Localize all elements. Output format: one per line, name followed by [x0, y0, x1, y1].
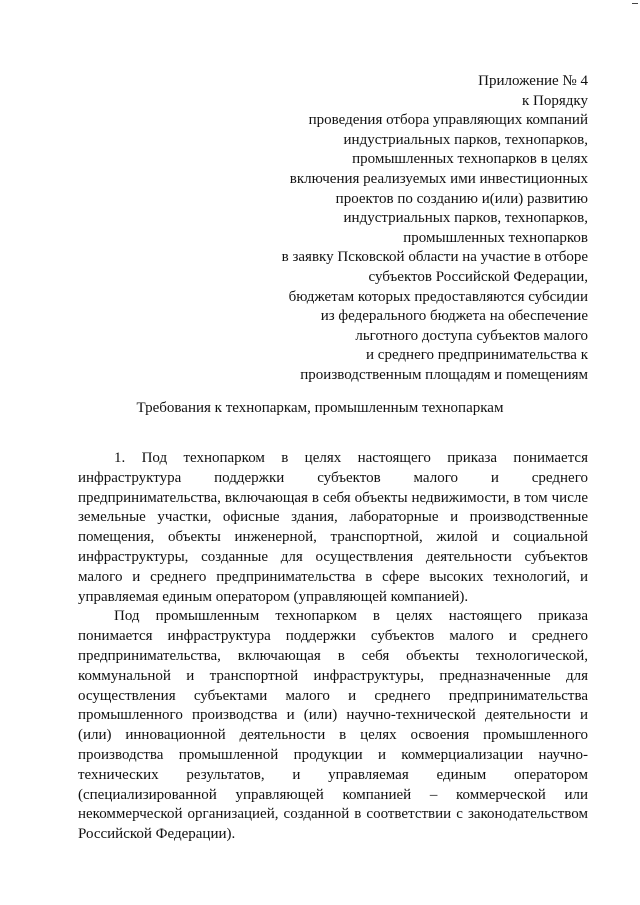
appendix-line: проведения отбора управляющих компаний: [308, 112, 588, 129]
appendix-line: промышленных технопарков: [403, 229, 588, 246]
appendix-line: Приложение № 4: [478, 73, 588, 89]
appendix-line: индустриальных парков, технопарков,: [343, 210, 588, 227]
appendix-header: [248, 72, 588, 386]
appendix-line: льготного доступа субъектов малого: [355, 327, 588, 344]
scan-corner-mark: [632, 3, 638, 4]
appendix-line: субъектов Российской Федерации,: [368, 268, 588, 285]
appendix-line: и среднего предпринимательства к: [366, 347, 588, 364]
appendix-line: из федерального бюджета на обеспечение: [320, 308, 588, 325]
appendix-line: индустриальных парков, технопарков,: [343, 131, 588, 148]
appendix-line: производственным площадям и помещениям: [300, 366, 588, 383]
appendix-line: в заявку Псковской области на участие в отборе: [281, 249, 588, 266]
document-body: [78, 449, 588, 845]
appendix-line: к Порядку: [522, 92, 588, 109]
document-title: Требования к технопаркам, промышленным технопаркам: [136, 400, 504, 416]
paragraph-industrial-technopark-definition: Под промышленным технопарком в целях настоящего приказа понимается инфраструктура поддержки субъектов малого и среднего предпринимательства, включающая в себя объекты технологической, коммунальной и транспортной инфраструктуры, предназначенные для осуществления субъектами малого и среднего предпринимательства промышленного производства и (или) научно-технической деятельности и (или) инновационной деятельности в целях освоения промышленного производства промышленной продукции и коммерциализации научно-технических результатов, и управляемая единым оператором (специализированной управляющей компанией – коммерческой или некоммерческой организацией, созданной в соответствии с законодательством Российской Федерации).: [78, 608, 588, 843]
appendix-line: включения реализуемых ими инвестиционных: [289, 170, 588, 187]
appendix-line: промышленных технопарков в целях: [352, 151, 588, 168]
paragraph-technopark-definition: 1. Под технопарком в целях настоящего приказа понимается инфраструктура поддержки субъектов малого и среднего предпринимательства, включающая в себя объекты недвижимости, в том числе земельные участки, офисные здания, лабораторные и производственные помещения, объекты инженерной, транспортной, жилой и социальной инфраструктуры, созданные для осуществления деятельности субъектов малого и среднего предпринимательства в сфере высоких технологий, и управляемая единым оператором (управляющей компанией).: [78, 450, 588, 605]
appendix-line: проектов по созданию и(или) развитию: [335, 190, 588, 207]
appendix-line: бюджетам которых предоставляются субсидии: [288, 288, 588, 305]
